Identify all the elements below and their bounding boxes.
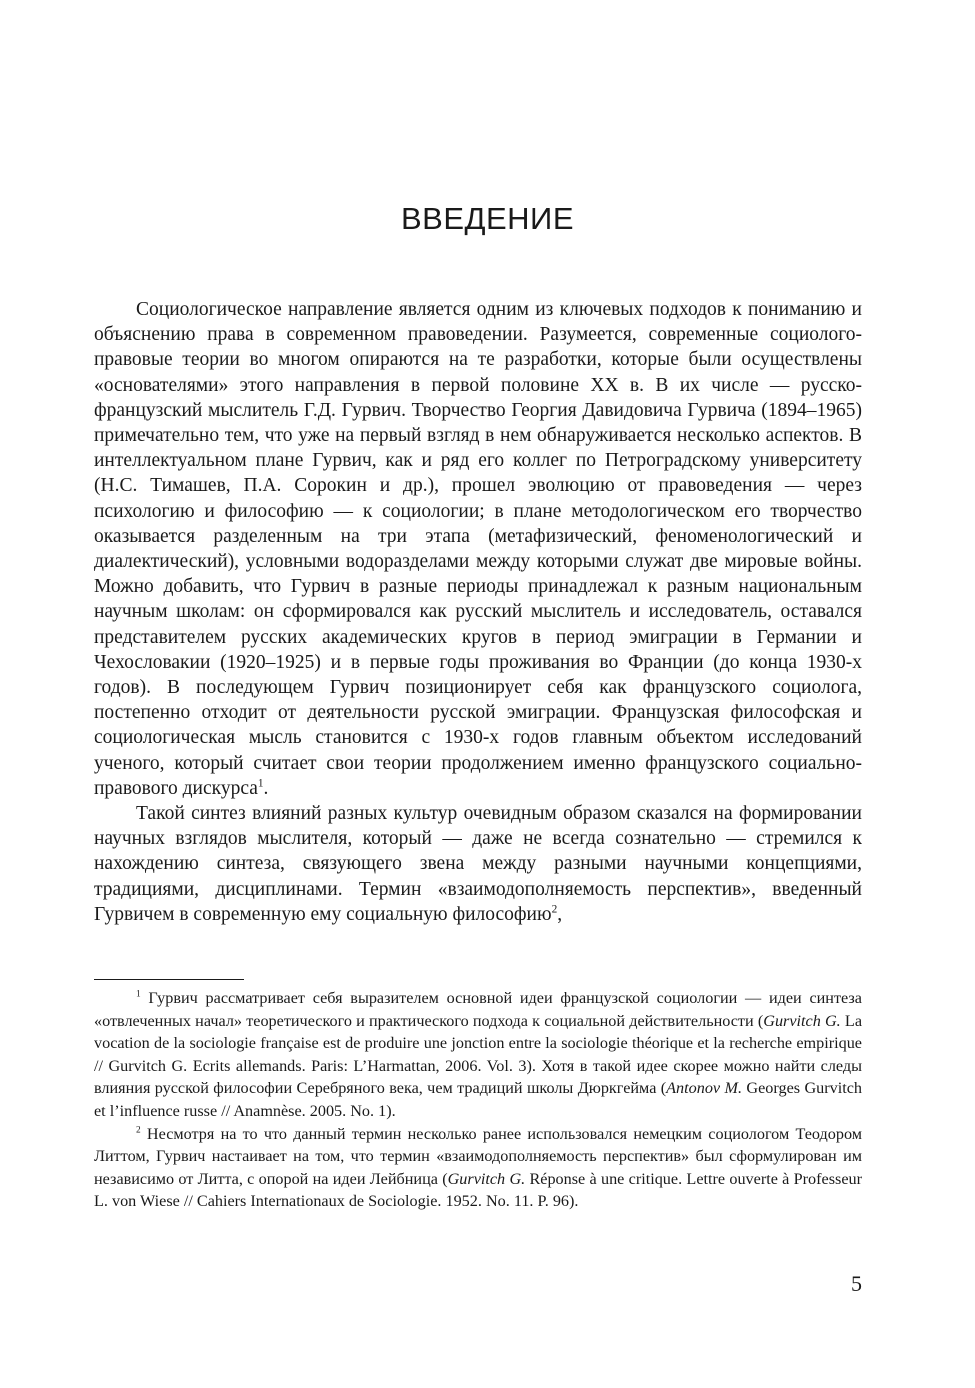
paragraph-text: Такой синтез влияний разных культур очевидным образом сказался на формировании научных взглядов мыслителя, который — даже не всегда сознательно — стремился к нахождению синтеза, связующего звена между разными научными концепциями, традициями, дисциплинами. Термин «взаимодополняемость перспектив», введенный Гурвичем в современную ему социальную философию — [94, 803, 862, 925]
footnote-text: Гурвич рассматривает себя выразителем основной идеи французской социологии — идеи синтеза «отвлеченных начал» теоретического и практического подхода к социальной действительности ( — [94, 989, 862, 1030]
paragraph — [94, 297, 862, 801]
footnote-reference: 2 — [551, 903, 558, 916]
page-number: 5 — [851, 1271, 862, 1296]
footnote-text: Несмотря на то что данный термин несколько ранее использовался немецким социологом Теодором Литтом, Гурвич настаивает на том, что термин «взаимодополняемость перспектив» был сформулирован им независимо от Литта, с опорой на идеи Лейбница ( — [94, 1124, 862, 1188]
main-text — [94, 297, 862, 927]
footnote — [94, 987, 862, 1123]
page-title: ВВЕДЕНИЕ — [400, 201, 575, 236]
footnote-text: Réponse à une critique. Lettre ouverte à Professeur L. von Wiese // Cahiers Internationaux de Sociologie. 1952. No. 11. P. 96). — [94, 1169, 862, 1211]
paragraph — [94, 801, 862, 927]
footnote-marker: 1 — [136, 989, 141, 1000]
footnote-text: La vocation de la sociologie française est de produire une jonction entre la sociologie théorique et la recherche empirique // Gurvitch G. Ecrits allemands. Paris: L’Harmattan, 2006. Vol. 3). Хотя в такой идее скорее можно найти следы влияния русской философии Серебряного века, чем традиций школы Дюркгейма ( — [94, 1011, 863, 1098]
paragraph-text: Социологическое направление является одним из ключевых подходов к пониманию и объяснению права в современном правоведении. Разумеется, современные социолого-правовые теории во многом опираются на те разработки, которые были осуществлены «основателями» этого направления в первой половине XX в. В их числе — русско-французский мыслитель Г.Д. Гурвич. Творчество Георгия Давидовича Гурвича (1894–1965) примечательно тем, что уже на первый взгляд в нем обнаруживается несколько аспектов. В интеллектуальном плане Гурвич, как и ряд его коллег по Петроградскому университету (Н.С. Тимашев, П.А. Сорокин и др.), прошел эволюцию от правоведения — через психологию и философию — к социологии; в плане методологическом его творчество оказывается разделенным на три этапа (метафизический, феноменологический и диалектический), условными водоразделами между которыми служат две мировые войны. Можно добавить, что Гурвич в разные периоды принадлежал к разным национальным научным школам: он сформировался как русский мыслитель и исследователь, оставался представителем русских академических кругов в период эмиграции в Германии и Чехословакии (1920–1925) и в первые годы проживания во Франции (до конца 1930-х годов). В последующем Гурвич позиционирует себя как французского социолога, постепенно отходит от деятельности русской эмиграции. Французская философская и социологическая мысль становится с 1930-х годов главным объектом исследований ученого, который считает свои теории продолжением именно французского социально-правового дискурса — [94, 299, 862, 799]
paragraph-tail: , — [557, 903, 563, 925]
footnote-reference: 1 — [257, 777, 264, 790]
footnote — [94, 1123, 862, 1213]
footnotes — [94, 987, 862, 1213]
footnote-author: Gurvitch G. — [447, 1169, 526, 1188]
footnote-text: Georges Gurvitch et l’influence russe // Anamnèse. 2005. No. 1). — [94, 1079, 863, 1120]
footnote-separator — [94, 979, 244, 980]
footnote-author: Gurvitch G. — [763, 1011, 841, 1030]
paragraph-tail: . — [263, 777, 269, 799]
footnote-author: Antonov M. — [666, 1079, 743, 1098]
footnote-marker: 2 — [136, 1125, 141, 1136]
